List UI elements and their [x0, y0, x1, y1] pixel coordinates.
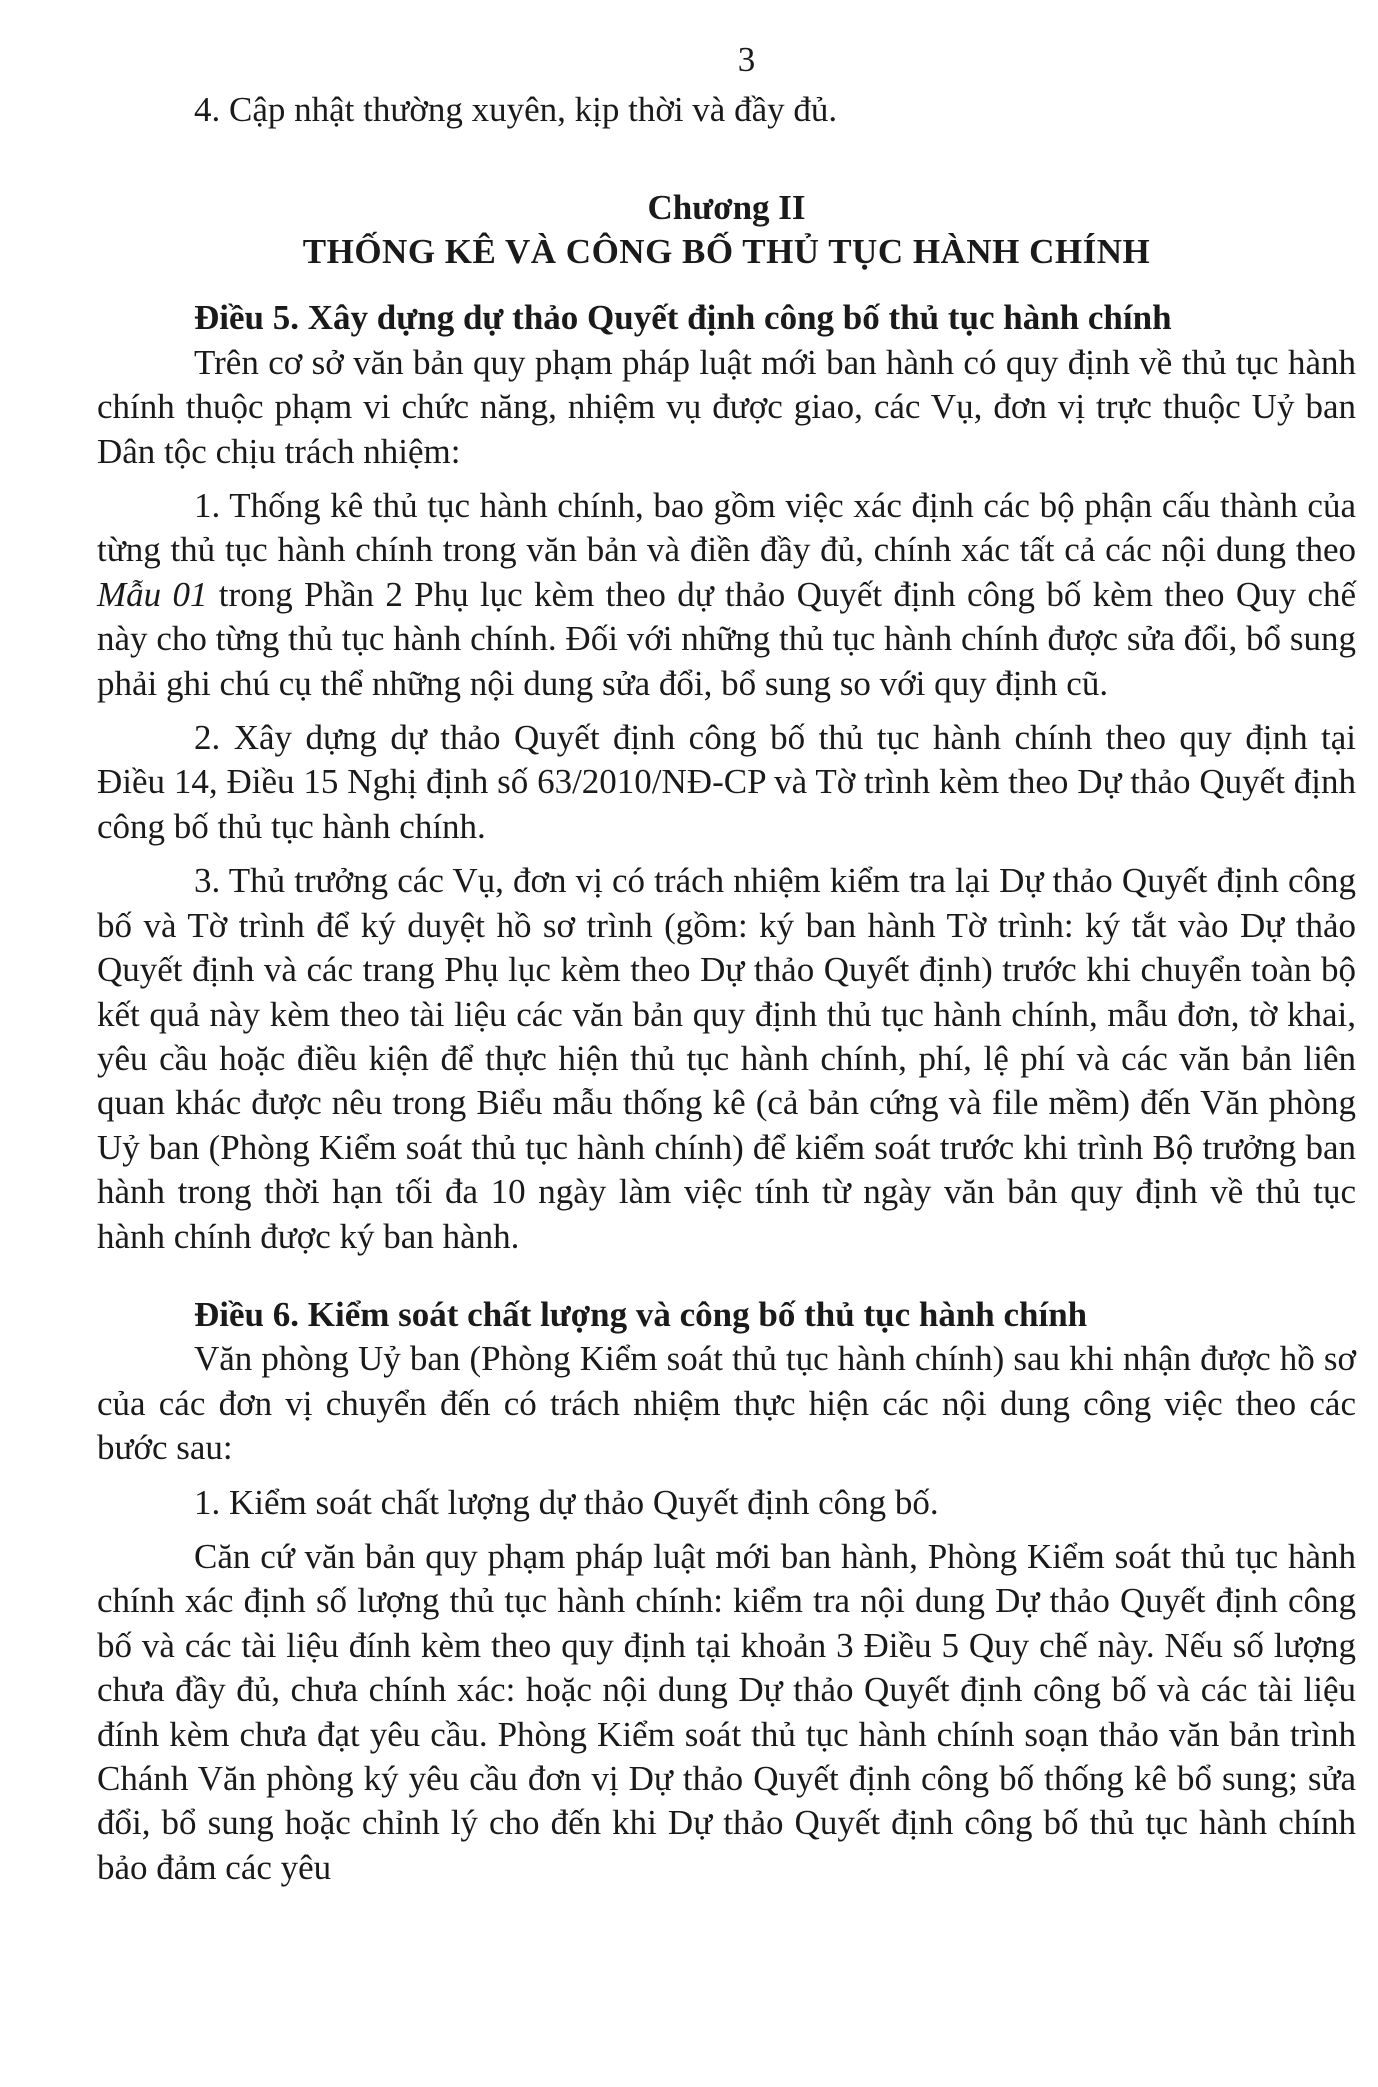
- page-number: 3: [737, 40, 756, 79]
- article-5-item-1: [97, 484, 1356, 706]
- chapter-label: Chương II: [647, 188, 806, 228]
- chapter-header: [97, 186, 1356, 274]
- intro-item-4: 4. Cập nhật thường xuyên, kịp thời và đầy đủ.: [194, 90, 838, 129]
- article-6-intro: Văn phòng Uỷ ban (Phòng Kiểm soát thủ tục hành chính) sau khi nhận được hồ sơ của các đơn vị chuyển đến có trách nhiệm thực hiện các nội dung công việc theo các bước sau:: [97, 1339, 1356, 1468]
- form-reference: Mẫu 01: [97, 574, 208, 614]
- article-5-item-2: 2. Xây dựng dự thảo Quyết định công bố thủ tục hành chính theo quy định tại Điều 14, Điều 15 Nghị định số 63/2010/NĐ-CP và Tờ trình kèm theo Dự thảo Quyết định công bố thủ tục hành chính.: [97, 718, 1356, 846]
- article-5-heading: Điều 5. Xây dựng dự thảo Quyết định công bố thủ tục hành chính: [194, 298, 1172, 338]
- article-5-item-1-before: 1. Thống kê thủ tục hành chính, bao gồm việc xác định các bộ phận cấu thành của từng thủ tục hành chính trong văn bản và điền đầy đủ, chính xác tất cả các nội dung theo: [97, 486, 1356, 570]
- article-6-item-1: 1. Kiểm soát chất lượng dự thảo Quyết định công bố.: [194, 1482, 939, 1522]
- article-6-item-1-body: Căn cứ văn bản quy phạm pháp luật mới ban hành, Phòng Kiểm soát thủ tục hành chính xác định số lượng thủ tục hành chính: kiểm tra nội dung Dự thảo Quyết định công bố và các tài liệu đính kèm theo quy định tại khoản 3 Điều 5 Quy chế này. Nếu số lượng chưa đầy đủ, chưa chính xác: hoặc nội dung Dự thảo Quyết định công bố và các tài liệu đính kèm chưa đạt yêu cầu. Phòng Kiểm soát thủ tục hành chính soạn thảo văn bản trình Chánh Văn phòng ký yêu cầu đơn vị Dự thảo Quyết định công bố thống kê bổ sung; sửa đổi, bổ sung hoặc chỉnh lý cho đến khi Dự thảo Quyết định công bố thủ tục hành chính bảo đảm các yêu: [97, 1536, 1356, 1887]
- article-6-heading: Điều 6. Kiểm soát chất lượng và công bố thủ tục hành chính: [194, 1294, 1088, 1334]
- article-5-item-1-after: trong Phần 2 Phụ lục kèm theo dự thảo Quyết định công bố kèm theo Quy chế này cho từng thủ tục hành chính. Đối với những thủ tục hành chính được sửa đổi, bổ sung phải ghi chú cụ thể những nội dung sửa đổi, bổ sung so với quy định cũ.: [97, 574, 1356, 703]
- chapter-title: THỐNG KÊ VÀ CÔNG BỐ THỦ TỤC HÀNH CHÍNH: [302, 232, 1151, 272]
- article-5-intro: Trên cơ sở văn bản quy phạm pháp luật mới ban hành có quy định về thủ tục hành chính thuộc phạm vi chức năng, nhiệm vụ được giao, các Vụ, đơn vị trực thuộc Uỷ ban Dân tộc chịu trách nhiệm:: [97, 342, 1356, 471]
- article-5-item-3: 3. Thủ trưởng các Vụ, đơn vị có trách nhiệm kiểm tra lại Dự thảo Quyết định công bố và Tờ trình để ký duyệt hồ sơ trình (gồm: ký ban hành Tờ trình: ký tắt vào Dự thảo Quyết định và các trang Phụ lục kèm theo Dự thảo Quyết định) trước khi chuyển toàn bộ kết quả này kèm theo tài liệu các văn bản quy định thủ tục hành chính, mẫu đơn, tờ khai, yêu cầu hoặc điều kiện để thực hiện thủ tục hành chính, phí, lệ phí và các văn bản liên quan khác được nêu trong Biểu mẫu thống kê (cả bản cứng và file mềm) đến Văn phòng Uỷ ban (Phòng Kiểm soát thủ tục hành chính) để kiểm soát trước khi trình Bộ trưởng ban hành trong thời hạn tối đa 10 ngày làm việc tính từ ngày văn bản quy định về thủ tục hành chính được ký ban hành.: [97, 861, 1356, 1256]
